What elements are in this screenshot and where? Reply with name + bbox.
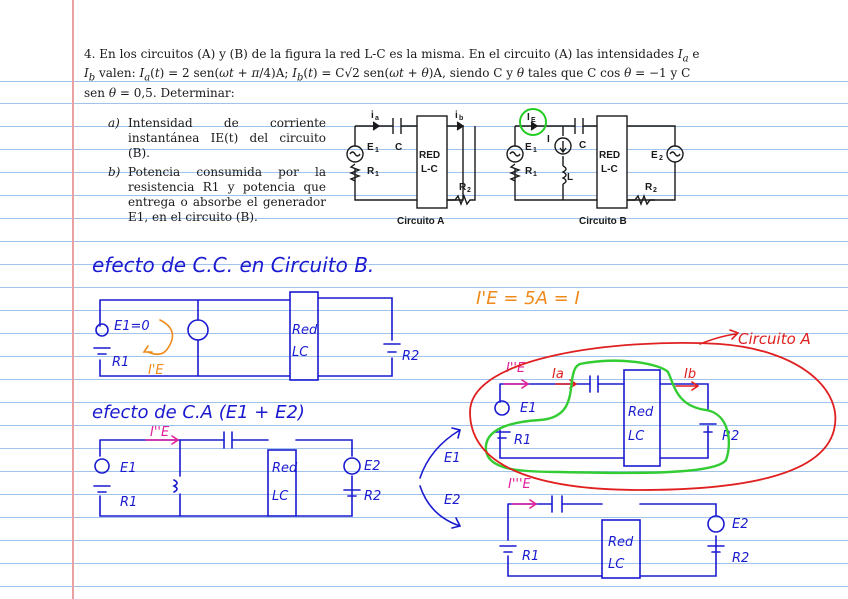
- label-ib: i: [455, 110, 458, 121]
- label-c-b: C: [579, 140, 587, 151]
- label-ia: i: [371, 110, 374, 121]
- svg-text:1: 1: [375, 171, 379, 178]
- circuit-a-tag: Circuito A: [738, 330, 811, 348]
- label-lc-ca: LC: [272, 489, 289, 504]
- label-e2-b: E: [651, 150, 658, 161]
- svg-text:a: a: [375, 115, 379, 122]
- label-e1-b: E: [525, 142, 532, 153]
- label-e1-a: E: [367, 142, 374, 153]
- label-e1-sub: E1: [520, 401, 537, 416]
- label-red-sub-a: Red: [628, 405, 654, 420]
- label-red-ca: Red: [272, 461, 298, 476]
- label-e1-ca: E1: [120, 461, 137, 476]
- caption-circuit-a: Circuito A: [397, 216, 445, 227]
- svg-text:2: 2: [467, 187, 471, 194]
- item-label: a): [108, 116, 120, 130]
- caption-circuit-b: Circuito B: [579, 216, 627, 227]
- svg-text:1: 1: [533, 171, 537, 178]
- label-r2-b: R: [645, 182, 653, 193]
- label-lc-sub-b: LC: [608, 557, 625, 572]
- label-r1-a: R: [367, 166, 375, 177]
- svg-text:2: 2: [653, 187, 657, 194]
- svg-text:E: E: [531, 117, 536, 124]
- item-text: Intensidad de corriente instantánea IE(t) del circuito (B).: [128, 116, 326, 160]
- cc-result: I'E = 5A = I: [476, 288, 580, 309]
- label-red-cc: Red: [292, 323, 318, 338]
- label-ie-ca: I''E: [150, 425, 170, 440]
- label-r2-ca: R2: [364, 489, 382, 504]
- heading-cc: efecto de C.C. en Circuito B.: [92, 253, 375, 277]
- heading-ca: efecto de C.A (E1 + E2): [92, 402, 305, 423]
- label-ie-sub-b: I'''E: [508, 477, 531, 492]
- label-r2-sub-a: R2: [722, 429, 740, 444]
- problem-number: 4.: [84, 47, 96, 61]
- label-red-b: RED: [599, 150, 621, 161]
- label-red-sub-b: Red: [608, 535, 634, 550]
- label-r1-b: R: [525, 166, 533, 177]
- label-r2-a: R: [459, 182, 467, 193]
- label-r2-cc: R2: [402, 349, 420, 364]
- label-l-b: L: [567, 172, 574, 183]
- svg-text:1: 1: [533, 147, 537, 154]
- branch-e2: E2: [444, 493, 461, 508]
- label-r1-sub-b: R1: [522, 549, 540, 564]
- problem-text: En los circuitos (A) y (B) de la figura la red L-C es la misma. En el circuito (A) las intensidades $I_a$ e $I_b$ valen: $I_a(t) = 2$ sen(ωt + π/4)A; $I_b(t) = C√2$ sen(ωt + θ)A, siendo C y θ tales que C cos θ = −1 y C sen θ = 0,5. Determinar:: [84, 47, 700, 100]
- label-lc-sub-a: LC: [628, 429, 645, 444]
- svg-text:b: b: [459, 115, 464, 122]
- label-r1-sub: R1: [514, 433, 532, 448]
- label-r1-cc: R1: [112, 355, 130, 370]
- svg-text:1: 1: [375, 147, 379, 154]
- item-label: b): [108, 165, 121, 179]
- cc-current-loop: [148, 320, 173, 354]
- label-ib-sub: Ib: [684, 367, 697, 382]
- svg-text:2: 2: [659, 155, 663, 162]
- label-e2-ca: E2: [364, 459, 381, 474]
- label-r1-ca: R1: [120, 495, 138, 510]
- label-ie-prime: I'E: [148, 363, 164, 378]
- label-lc-a: L-C: [421, 164, 438, 175]
- label-c-a: C: [395, 142, 403, 153]
- label-i: I: [547, 134, 550, 145]
- label-e2-sub-b: E2: [732, 517, 749, 532]
- label-e1-zero: E1=0: [114, 319, 150, 334]
- label-lc-cc: LC: [292, 345, 309, 360]
- label-ie: I: [527, 112, 530, 123]
- branch-e1: E1: [444, 451, 461, 466]
- label-ie-sub-a: I''E: [506, 361, 526, 376]
- label-red-a: RED: [419, 150, 441, 161]
- label-ia-sub: Ia: [552, 367, 564, 382]
- item-text: Potencia consumida por la resistencia R1 y potencia que entrega o absorbe el generador E1, en el circuito (B).: [128, 165, 326, 224]
- label-r2-sub-b: R2: [732, 551, 750, 566]
- label-lc-b: L-C: [601, 164, 618, 175]
